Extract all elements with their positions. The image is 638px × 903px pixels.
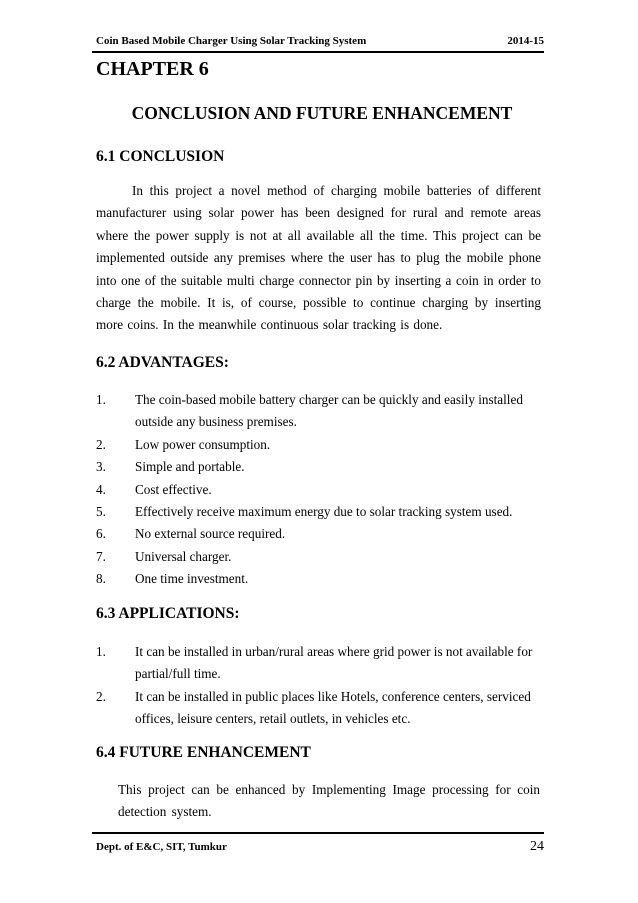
list-item <box>96 456 544 478</box>
chapter-label: CHAPTER 6 <box>96 58 209 80</box>
item-text: The coin-based mobile battery charger can be quickly and easily installed outside any business premises. <box>135 392 523 430</box>
chapter-title-text: CONCLUSION AND FUTURE ENHANCEMENT <box>131 103 513 123</box>
footer-dept: Dept. of E&C, SIT, Tumkur <box>96 841 227 853</box>
conclusion-heading: 6.1 CONCLUSION <box>96 148 225 165</box>
list-item <box>96 568 544 590</box>
page-number: 24 <box>530 839 544 854</box>
item-number: 6. <box>96 526 106 542</box>
header-divider <box>92 51 544 53</box>
item-number: 2. <box>96 436 106 452</box>
item-number: 2. <box>96 688 106 704</box>
list-item <box>96 641 544 686</box>
item-text: One time investment. <box>135 571 249 587</box>
item-text: Simple and portable. <box>135 459 245 475</box>
item-number: 1. <box>96 392 106 407</box>
list-item <box>96 389 544 434</box>
footer-divider <box>92 832 544 834</box>
advantages-heading: 6.2 ADVANTAGES: <box>96 354 229 371</box>
conclusion-paragraph <box>96 180 541 337</box>
conclusion-text: In this project a novel method of charging mobile batteries of different manufacturer using solar power has been designed for rural and remote areas where the power supply is not at all available all the time. This project can be implemented outside any premises where the user has to plug the mobile phone into one of the suitable multi charge connector pin by inserting a coin in order to charge the mobile. It is, of course, possible to continue charging by inserting more coins. In the meanwhile continuous solar tracking is done. <box>96 183 541 333</box>
item-text: It can be installed in public places like Hotels, conference centers, serviced offices, leisure centers, retail outlets, in vehicles etc. <box>135 688 531 727</box>
item-number: 3. <box>96 459 106 475</box>
future-paragraph: This project can be enhanced by Implementing Image processing for coin detection system. <box>118 782 540 820</box>
header-title: Coin Based Mobile Charger Using Solar Tracking System <box>96 35 367 47</box>
item-text: Cost effective. <box>135 481 212 497</box>
item-number: 5. <box>96 504 106 520</box>
list-item <box>96 479 544 501</box>
item-text: No external source required. <box>135 526 286 542</box>
header-year: 2014-15 <box>507 35 544 47</box>
applications-list <box>96 641 544 731</box>
future-heading: 6.4 FUTURE ENHANCEMENT <box>96 744 311 761</box>
item-text: Universal charger. <box>135 548 232 564</box>
running-footer <box>96 839 544 855</box>
item-number: 4. <box>96 481 106 497</box>
item-text: Effectively receive maximum energy due to solar tracking system used. <box>135 504 513 520</box>
item-number: 8. <box>96 571 106 587</box>
chapter-title <box>0 103 638 124</box>
item-number: 7. <box>96 548 106 564</box>
running-header <box>96 35 544 47</box>
list-item <box>96 546 544 568</box>
item-text: Low power consumption. <box>135 436 271 452</box>
advantages-list <box>96 389 544 591</box>
list-item <box>96 501 544 523</box>
applications-heading: 6.3 APPLICATIONS: <box>96 605 240 622</box>
list-item <box>96 523 544 545</box>
item-text: It can be installed in urban/rural areas where grid power is not available for partial/full time. <box>135 644 533 682</box>
list-item <box>96 434 544 456</box>
list-item <box>96 686 544 731</box>
item-number: 1. <box>96 644 106 659</box>
